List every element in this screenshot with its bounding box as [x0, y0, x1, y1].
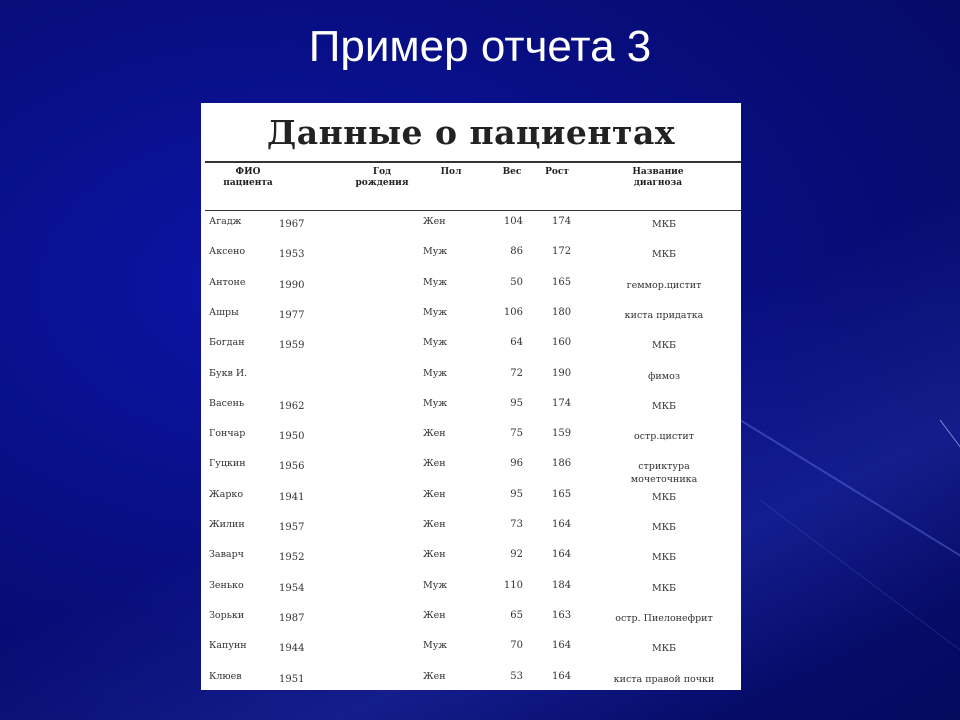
- header-name: ФИО пациента: [223, 167, 273, 188]
- cell-diagnosis: МКБ: [651, 552, 677, 564]
- cell-height: 174: [552, 397, 572, 409]
- cell-year: 1941: [279, 491, 305, 503]
- cell-name: Жарко: [209, 488, 244, 500]
- header-top-rule: [205, 161, 741, 163]
- table-row: [201, 549, 741, 579]
- cell-height: 164: [552, 549, 572, 561]
- table-row: [201, 640, 741, 670]
- cell-year: 1950: [279, 431, 305, 443]
- cell-sex: Муж: [423, 246, 448, 258]
- cell-name: Клюев: [209, 670, 242, 682]
- cell-height: 164: [552, 519, 572, 530]
- cell-year: 1956: [279, 461, 305, 473]
- table-row: [201, 277, 741, 307]
- cell-year: 1957: [279, 522, 305, 533]
- cell-sex: Жен: [423, 488, 446, 500]
- table-row: [201, 519, 741, 549]
- cell-sex: Жен: [423, 549, 446, 561]
- cell-year: 1962: [279, 400, 305, 412]
- patient-data-sheet: [201, 103, 741, 690]
- cell-diagnosis: МКБ: [651, 643, 677, 655]
- header-weight: Вес: [502, 167, 522, 177]
- cell-height: 165: [552, 488, 572, 500]
- cell-weight: 92: [510, 549, 523, 561]
- header-year: Год рождения: [355, 167, 409, 188]
- cell-diagnosis: киста правой почки: [613, 673, 715, 685]
- cell-weight: 95: [510, 488, 523, 500]
- table-row: [201, 368, 741, 398]
- cell-height: 159: [552, 428, 572, 440]
- sheet-title: Данные о пациентах: [266, 113, 676, 152]
- cell-height: 163: [552, 609, 572, 621]
- table-row: [201, 580, 741, 610]
- cell-name: Агадж: [209, 216, 242, 227]
- cell-sex: Муж: [423, 579, 448, 591]
- cell-name: Зенько: [209, 579, 244, 591]
- cell-sex: Жен: [423, 216, 446, 227]
- table-row: [201, 610, 741, 640]
- cell-year: 1967: [279, 219, 305, 230]
- cell-year: 1990: [279, 279, 305, 291]
- cell-diagnosis: МКБ: [651, 491, 677, 503]
- cell-diagnosis: остр. Пиелонефрит: [615, 612, 713, 624]
- cell-year: 1954: [279, 582, 305, 594]
- cell-name: Васень: [209, 397, 245, 409]
- cell-height: 160: [552, 337, 572, 349]
- cell-height: 186: [552, 458, 572, 470]
- cell-weight: 72: [510, 367, 523, 379]
- cell-sex: Жен: [423, 428, 446, 440]
- cell-diagnosis: МКБ: [651, 219, 677, 230]
- cell-year: 1944: [279, 643, 305, 655]
- cell-diagnosis: стриктура мочеточника: [630, 461, 698, 486]
- table-row: [201, 246, 741, 276]
- table-row: [201, 489, 741, 519]
- cell-year: 1953: [279, 249, 305, 261]
- header-diagnosis: Название диагноза: [632, 167, 684, 188]
- header-height: Рост: [545, 167, 569, 177]
- cell-diagnosis: МКБ: [651, 582, 677, 594]
- table-row: [201, 458, 741, 488]
- cell-height: 174: [552, 216, 572, 227]
- cell-year: 1951: [279, 673, 305, 685]
- cell-name: Ашры: [209, 306, 239, 318]
- cell-diagnosis: МКБ: [651, 400, 677, 412]
- table-row: [201, 216, 741, 246]
- cell-height: 190: [552, 367, 572, 379]
- cell-name: Гончар: [209, 428, 246, 440]
- cell-diagnosis: остр.цистит: [633, 431, 694, 443]
- cell-name: Жилин: [209, 519, 245, 530]
- cell-height: 165: [552, 276, 572, 288]
- cell-height: 184: [552, 579, 572, 591]
- cell-year: 1959: [279, 340, 305, 352]
- cell-diagnosis: геммор.цистит: [626, 279, 702, 291]
- cell-name: Заварч: [209, 549, 244, 561]
- cell-sex: Жен: [423, 670, 446, 682]
- cell-weight: 106: [503, 306, 523, 318]
- table-row: [201, 307, 741, 337]
- cell-weight: 104: [503, 216, 523, 227]
- header-bottom-rule: [205, 210, 741, 211]
- table-row: [201, 428, 741, 458]
- cell-year: 1987: [279, 612, 305, 624]
- cell-name: Аксено: [209, 246, 246, 258]
- cell-name: Богдан: [209, 337, 245, 349]
- cell-weight: 86: [510, 246, 523, 258]
- cell-sex: Жен: [423, 519, 446, 530]
- cell-height: 180: [552, 306, 572, 318]
- cell-diagnosis: МКБ: [651, 522, 677, 533]
- cell-sex: Жен: [423, 609, 446, 621]
- cell-sex: Муж: [423, 276, 448, 288]
- cell-diagnosis: МКБ: [651, 340, 677, 352]
- cell-weight: 73: [510, 519, 523, 530]
- cell-sex: Муж: [423, 337, 448, 349]
- cell-name: Антоне: [209, 276, 246, 288]
- cell-height: 164: [552, 640, 572, 652]
- cell-weight: 64: [510, 337, 523, 349]
- cell-weight: 110: [503, 579, 523, 591]
- cell-weight: 53: [510, 670, 523, 682]
- cell-weight: 50: [510, 276, 523, 288]
- table-row: [201, 398, 741, 428]
- cell-height: 164: [552, 670, 572, 682]
- cell-name: Букв И.: [209, 367, 248, 379]
- table-row: [201, 671, 741, 691]
- cell-weight: 70: [510, 640, 523, 652]
- slide-title: Пример отчета 3: [308, 22, 652, 71]
- table-row: [201, 337, 741, 367]
- cell-height: 172: [552, 246, 572, 258]
- cell-sex: Жен: [423, 458, 446, 470]
- cell-weight: 96: [510, 458, 523, 470]
- cell-name: Зорьки: [209, 609, 245, 621]
- cell-sex: Муж: [423, 397, 448, 409]
- background-streak: [740, 380, 960, 720]
- cell-sex: Муж: [423, 306, 448, 318]
- cell-name: Гуцкин: [209, 458, 246, 470]
- cell-year: 1952: [279, 552, 305, 564]
- cell-diagnosis: киста придатка: [624, 309, 704, 321]
- cell-sex: Муж: [423, 640, 448, 652]
- cell-diagnosis: фимоз: [647, 370, 681, 382]
- header-sex: Пол: [440, 167, 462, 177]
- cell-year: 1977: [279, 309, 305, 321]
- cell-diagnosis: МКБ: [651, 249, 677, 261]
- cell-weight: 75: [510, 428, 523, 440]
- cell-name: Капунн: [209, 640, 247, 652]
- cell-weight: 95: [510, 397, 523, 409]
- cell-sex: Муж: [423, 367, 448, 379]
- cell-weight: 65: [510, 609, 523, 621]
